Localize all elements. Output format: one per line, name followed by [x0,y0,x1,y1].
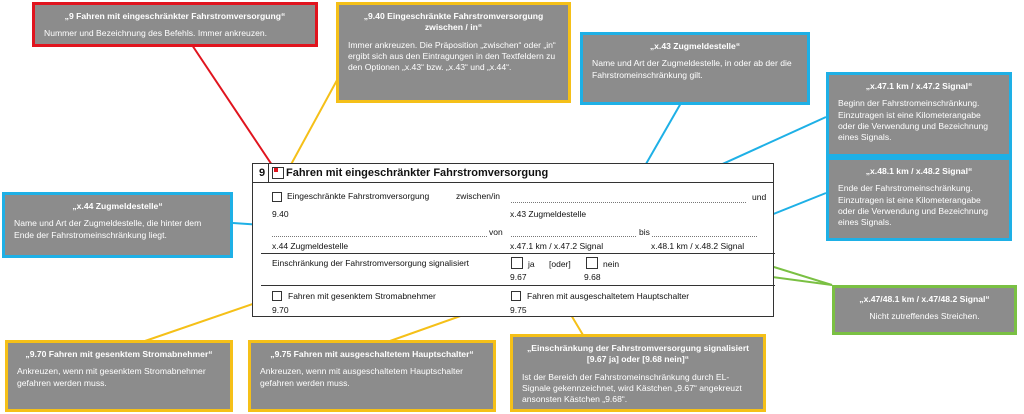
annotation-x44 [2,192,233,258]
annotation-x4748-title: „x.47/48.1 km / x.47/48.2 Signal“ [859,294,990,304]
field-x43-line[interactable] [511,202,746,203]
code-9-67: 9.67 [510,272,527,282]
annotation-x47 [826,72,1012,157]
annotation-9-40-text: Immer ankreuzen. Die Präposition „zwischen“ oder „in“ ergibt sich aus den Eintragungen in den Textfeldern zu den Optionen „x.43“ bzw. „x.43“ und „x.44“. [348,39,556,73]
label-nein: nein [603,259,620,269]
checkbox-9-75[interactable] [511,291,521,301]
header-divider [268,164,269,182]
code-9-70: 9.70 [272,305,289,315]
annotation-9-75 [248,340,496,412]
field-x44-line[interactable] [272,236,487,237]
label-9-70: Fahren mit gesenktem Stromabnehmer [288,291,436,301]
annotation-x4748-text: Nicht zutreffendes Streichen. [869,311,980,322]
annotation-x47-title: „x.47.1 km / x.47.2 Signal“ [865,81,973,91]
section-title: Fahren mit eingeschränkter Fahrstromversorgung [286,167,549,179]
label-x43: x.43 Zugmeldestelle [510,209,587,219]
checkbox-9-68[interactable] [586,257,598,269]
label-von: von [489,227,503,237]
annotation-signal [510,334,766,412]
annotation-x43 [580,32,810,105]
checkbox-9-67[interactable] [511,257,523,269]
annotation-9-75-title: „9.75 Fahren mit ausgeschaltetem Hauptschalter“ [270,349,474,359]
annotation-9-70 [5,340,233,412]
annotation-x47-text: Beginn der Fahrstromeinschränkung. Einzutragen ist eine Kilometerangabe oder die Verwendung und Bezeichnung eines Signals. [838,98,989,143]
label-9-75: Fahren mit ausgeschaltetem Hauptschalter [527,291,690,301]
form-section-9 [252,163,774,317]
label-x47: x.47.1 km / x.47.2 Signal [510,241,604,251]
annotation-9-40 [336,2,571,103]
red-mark-icon [274,168,278,172]
annotation-x48 [826,157,1012,241]
label-signalisiert: Einschränkung der Fahrstromversorgung signalisiert [272,258,470,268]
label-oder: [oder] [549,259,571,269]
label-9-40: Eingeschränkte Fahrstromversorgung [287,191,430,201]
annotation-x48-title: „x.48.1 km / x.48.2 Signal“ [865,166,973,176]
annotation-signal-title: „Einschränkung der Fahrstromversorgung signalisiert [9.67 ja] oder [9.68 nein]“ [526,343,750,365]
code-9-75: 9.75 [510,305,527,315]
label-ja: ja [528,259,535,269]
code-9-40: 9.40 [272,209,289,219]
annotation-9 [32,2,318,47]
connector-9 [192,45,274,168]
annotation-x43-text: Name und Art der Zugmeldestelle, in oder ab der die Fahrstromeinschränkung gilt. [592,58,792,80]
section-number: 9 [259,167,266,179]
annotation-x44-title: „x.44 Zugmeldestelle“ [72,201,163,211]
annotation-9-40-title: „9.40 Eingeschränkte Fahrstromversorgung zwischen / in“ [363,11,544,33]
label-bis: bis [639,227,650,237]
label-x44: x.44 Zugmeldestelle [272,241,349,251]
annotation-x4748 [832,285,1017,335]
annotation-9-75-text: Ankreuzen, wenn mit ausgeschaltetem Hauptschalter gefahren werden muss. [260,366,464,388]
annotation-signal-text: Ist der Bereich der Fahrstromeinschränkung durch EL-Signale gekennzeichnet, wird Kästchen „9.67“ angekreuzt ansonsten Kästchen „9.68“. [522,371,742,405]
label-zwischen-in: zwischen/in [456,191,500,201]
divider [261,253,775,254]
checkbox-9-40[interactable] [272,192,282,202]
field-x47-line[interactable] [511,236,636,237]
code-9-68: 9.68 [584,272,601,282]
checkbox-9-70[interactable] [272,291,282,301]
section-header [253,164,773,183]
label-und: und [752,192,767,202]
annotation-9-70-text: Ankreuzen, wenn mit gesenktem Stromabnehmer gefahren werden muss. [17,366,206,388]
annotation-x44-text: Name und Art der Zugmeldestelle, die hinter dem Ende der Fahrstromeinschränkung liegt. [14,218,202,240]
label-x48: x.48.1 km / x.48.2 Signal [651,241,745,251]
annotation-9-70-title: „9.70 Fahren mit gesenktem Stromabnehmer“ [25,349,213,359]
annotation-x43-title: „x.43 Zugmeldestelle“ [649,41,741,51]
divider [261,285,775,286]
annotation-9-text: Nummer und Bezeichnung des Befehls. Immer ankreuzen. [44,28,268,39]
annotation-x48-text: Ende der Fahrstromeinschränkung. Einzutragen ist eine Kilometerangabe oder die Verwendung und Bezeichnung eines Signals. [838,183,989,228]
field-x48-line[interactable] [652,236,757,237]
annotation-9-title: „9 Fahren mit eingeschränkter Fahrstromversorgung“ [64,11,286,21]
